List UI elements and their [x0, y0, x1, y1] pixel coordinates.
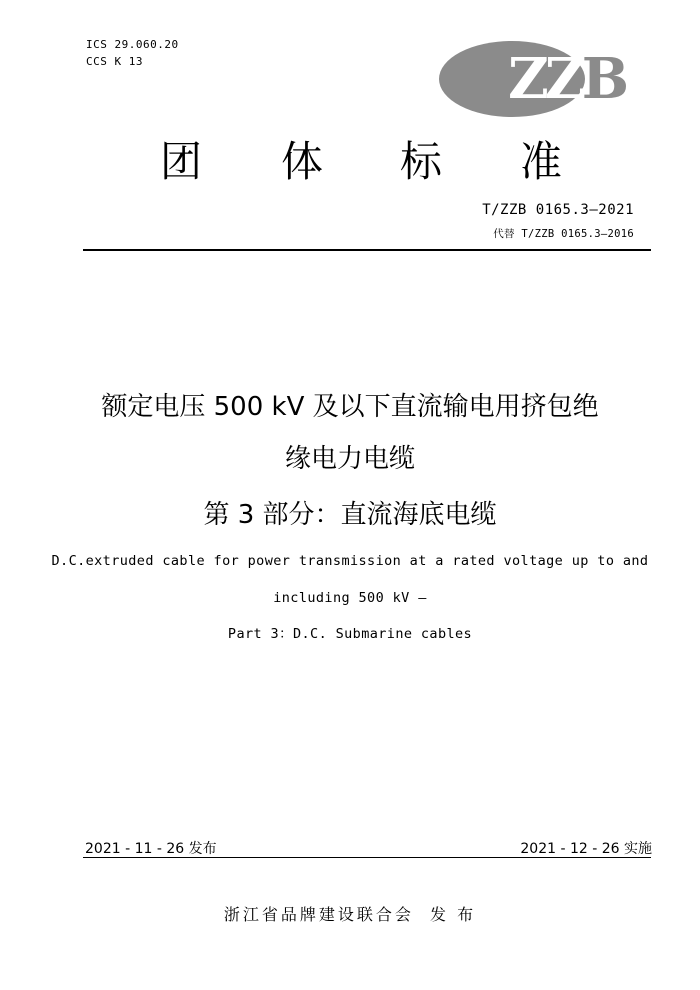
title-cn-line-3: 第 3 部分：直流海底电缆 [203, 500, 497, 530]
footer-divider [83, 857, 651, 858]
standard-type-char-4: 准 [520, 137, 563, 186]
issuer: 浙江省品牌建设联合会 发 布 [223, 905, 477, 924]
standard-type-char-2: 体 [281, 137, 324, 186]
classification-codes [86, 36, 179, 70]
replaces-code: 代替 T/ZZB 0165.3—2016 [493, 228, 634, 240]
title-en-line-1: D.C.extruded cable for power transmission at a rated voltage up to and [51, 553, 649, 569]
logo-text-main: ZZ [508, 46, 582, 112]
logo-text-last: B [581, 46, 626, 112]
implement-date: 2021 - 12 - 26 实施 [520, 841, 652, 857]
title-en-line-3: Part 3：D.C. Submarine cables [227, 626, 473, 642]
ics-code: ICS 29.060.20 [86, 38, 179, 51]
standard-code: T/ZZB 0165.3—2021 [482, 202, 634, 218]
publish-date: 2021 - 11 - 26 发布 [85, 841, 217, 857]
ccs-code: CCS K 13 [86, 55, 143, 68]
standard-type-char-3: 标 [400, 137, 443, 186]
logo-text [508, 44, 625, 114]
header-divider [83, 249, 651, 251]
standard-type-char-1: 团 [160, 137, 203, 186]
title-en-line-2: including 500 kV — [273, 590, 427, 606]
title-cn-line-1: 额定电压 500 kV 及以下直流输电用挤包绝 [101, 392, 599, 422]
title-cn-line-2: 缘电力电缆 [284, 444, 415, 474]
